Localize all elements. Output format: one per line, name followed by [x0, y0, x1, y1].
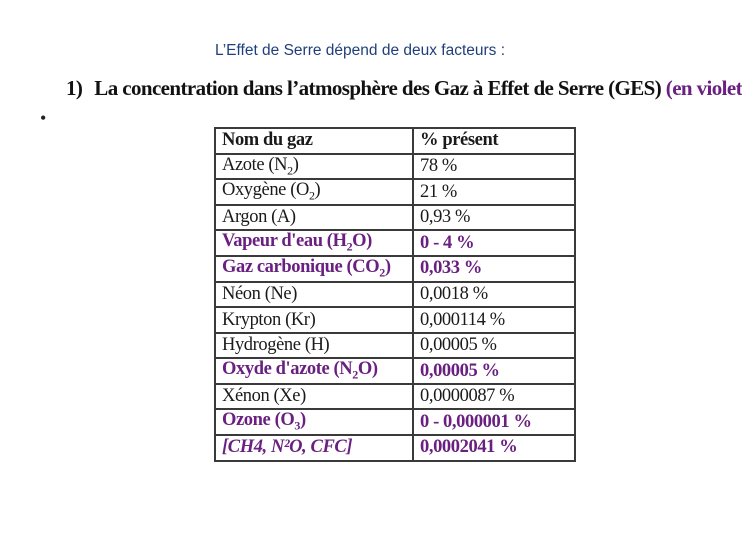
table-row	[215, 256, 575, 282]
bullet-dot: •	[40, 108, 47, 128]
gas-name-cell	[215, 205, 413, 231]
gas-percent-cell: 0 - 4 %	[413, 230, 575, 256]
subtitle-number: 1)	[66, 76, 83, 100]
table-row	[215, 282, 575, 308]
gas-percent-cell: 0,00005 %	[413, 358, 575, 384]
gas-name: Ozone (O	[222, 410, 295, 431]
table-row	[215, 307, 575, 333]
gas-subscript: 2	[346, 240, 353, 255]
gas-name-cell	[215, 333, 413, 359]
gas-subscript: 3	[294, 419, 300, 434]
subtitle-text: La concentration dans l’atmosphère des Gaz à Effet de Serre (GES)	[94, 76, 662, 100]
gas-name: Hydrogène (H)	[222, 335, 330, 355]
gas-name-cell	[215, 230, 413, 256]
header-gas-name: Nom du gaz	[215, 128, 413, 154]
slide-title: L’Effet de Serre dépend de deux facteurs :	[214, 42, 506, 59]
gas-name: Oxyde d'azote (N	[222, 359, 353, 380]
gas-percent-cell: 0,0000087 %	[413, 384, 575, 410]
gas-percent-cell: 21 %	[413, 179, 575, 205]
gas-name-cell	[215, 358, 413, 384]
gas-name-cell	[215, 384, 413, 410]
gas-name-suffix: O)	[357, 359, 378, 380]
gas-name-suffix: )	[314, 180, 321, 201]
gas-percent-cell: 0,0002041 %	[413, 435, 575, 461]
gas-percent-cell: 0,033 %	[413, 256, 575, 282]
subtitle-highlight: (en violet	[665, 76, 742, 100]
table-header-row	[215, 128, 575, 154]
gas-name: [CH4, N²O, CFC]	[222, 437, 353, 458]
gas-percent-cell: 0,00005 %	[413, 333, 575, 359]
gas-name-cell	[215, 282, 413, 308]
gas-table-body	[215, 154, 575, 461]
gas-name-cell	[215, 435, 413, 461]
gas-name: Krypton (Kr)	[222, 309, 316, 330]
gas-subscript: 2	[352, 367, 358, 382]
gas-table	[214, 127, 576, 462]
gas-name: Oxygène (O	[222, 180, 309, 201]
table-row	[215, 154, 575, 180]
gas-subscript: 2	[379, 265, 385, 280]
header-percent: % présent	[413, 128, 575, 154]
gas-name: Azote (N	[222, 154, 288, 175]
gas-name: Xénon (Xe)	[222, 386, 306, 407]
table-row	[215, 179, 575, 205]
table-row	[215, 358, 575, 384]
gas-name: Argon (A)	[222, 207, 296, 228]
gas-name: Gaz carbonique (CO	[222, 257, 380, 278]
gas-name: Néon (Ne)	[222, 284, 297, 304]
table-row	[215, 435, 575, 461]
table-row	[215, 230, 575, 256]
gas-name-suffix: )	[292, 154, 299, 175]
gas-percent-cell: 78 %	[413, 154, 575, 180]
gas-percent-cell: 0,0018 %	[413, 282, 575, 308]
gas-subscript: 2	[308, 188, 315, 203]
gas-name-cell	[215, 154, 413, 180]
gas-name-cell	[215, 256, 413, 282]
gas-name-cell	[215, 307, 413, 333]
gas-name-suffix: )	[299, 410, 306, 431]
gas-name: Vapeur d'eau (H	[222, 231, 347, 252]
gas-subscript: 2	[287, 163, 293, 178]
table-row	[215, 333, 575, 359]
table-row	[215, 409, 575, 435]
gas-percent-cell: 0,93 %	[413, 205, 575, 231]
gas-name-cell	[215, 179, 413, 205]
gas-name-suffix: )	[384, 257, 391, 278]
subtitle	[66, 76, 742, 101]
gas-name-cell	[215, 409, 413, 435]
gas-name-suffix: O)	[352, 231, 372, 252]
table-row	[215, 205, 575, 231]
table-row	[215, 384, 575, 410]
gas-percent-cell: 0,000114 %	[413, 307, 575, 333]
gas-percent-cell: 0 - 0,000001 %	[413, 409, 575, 435]
